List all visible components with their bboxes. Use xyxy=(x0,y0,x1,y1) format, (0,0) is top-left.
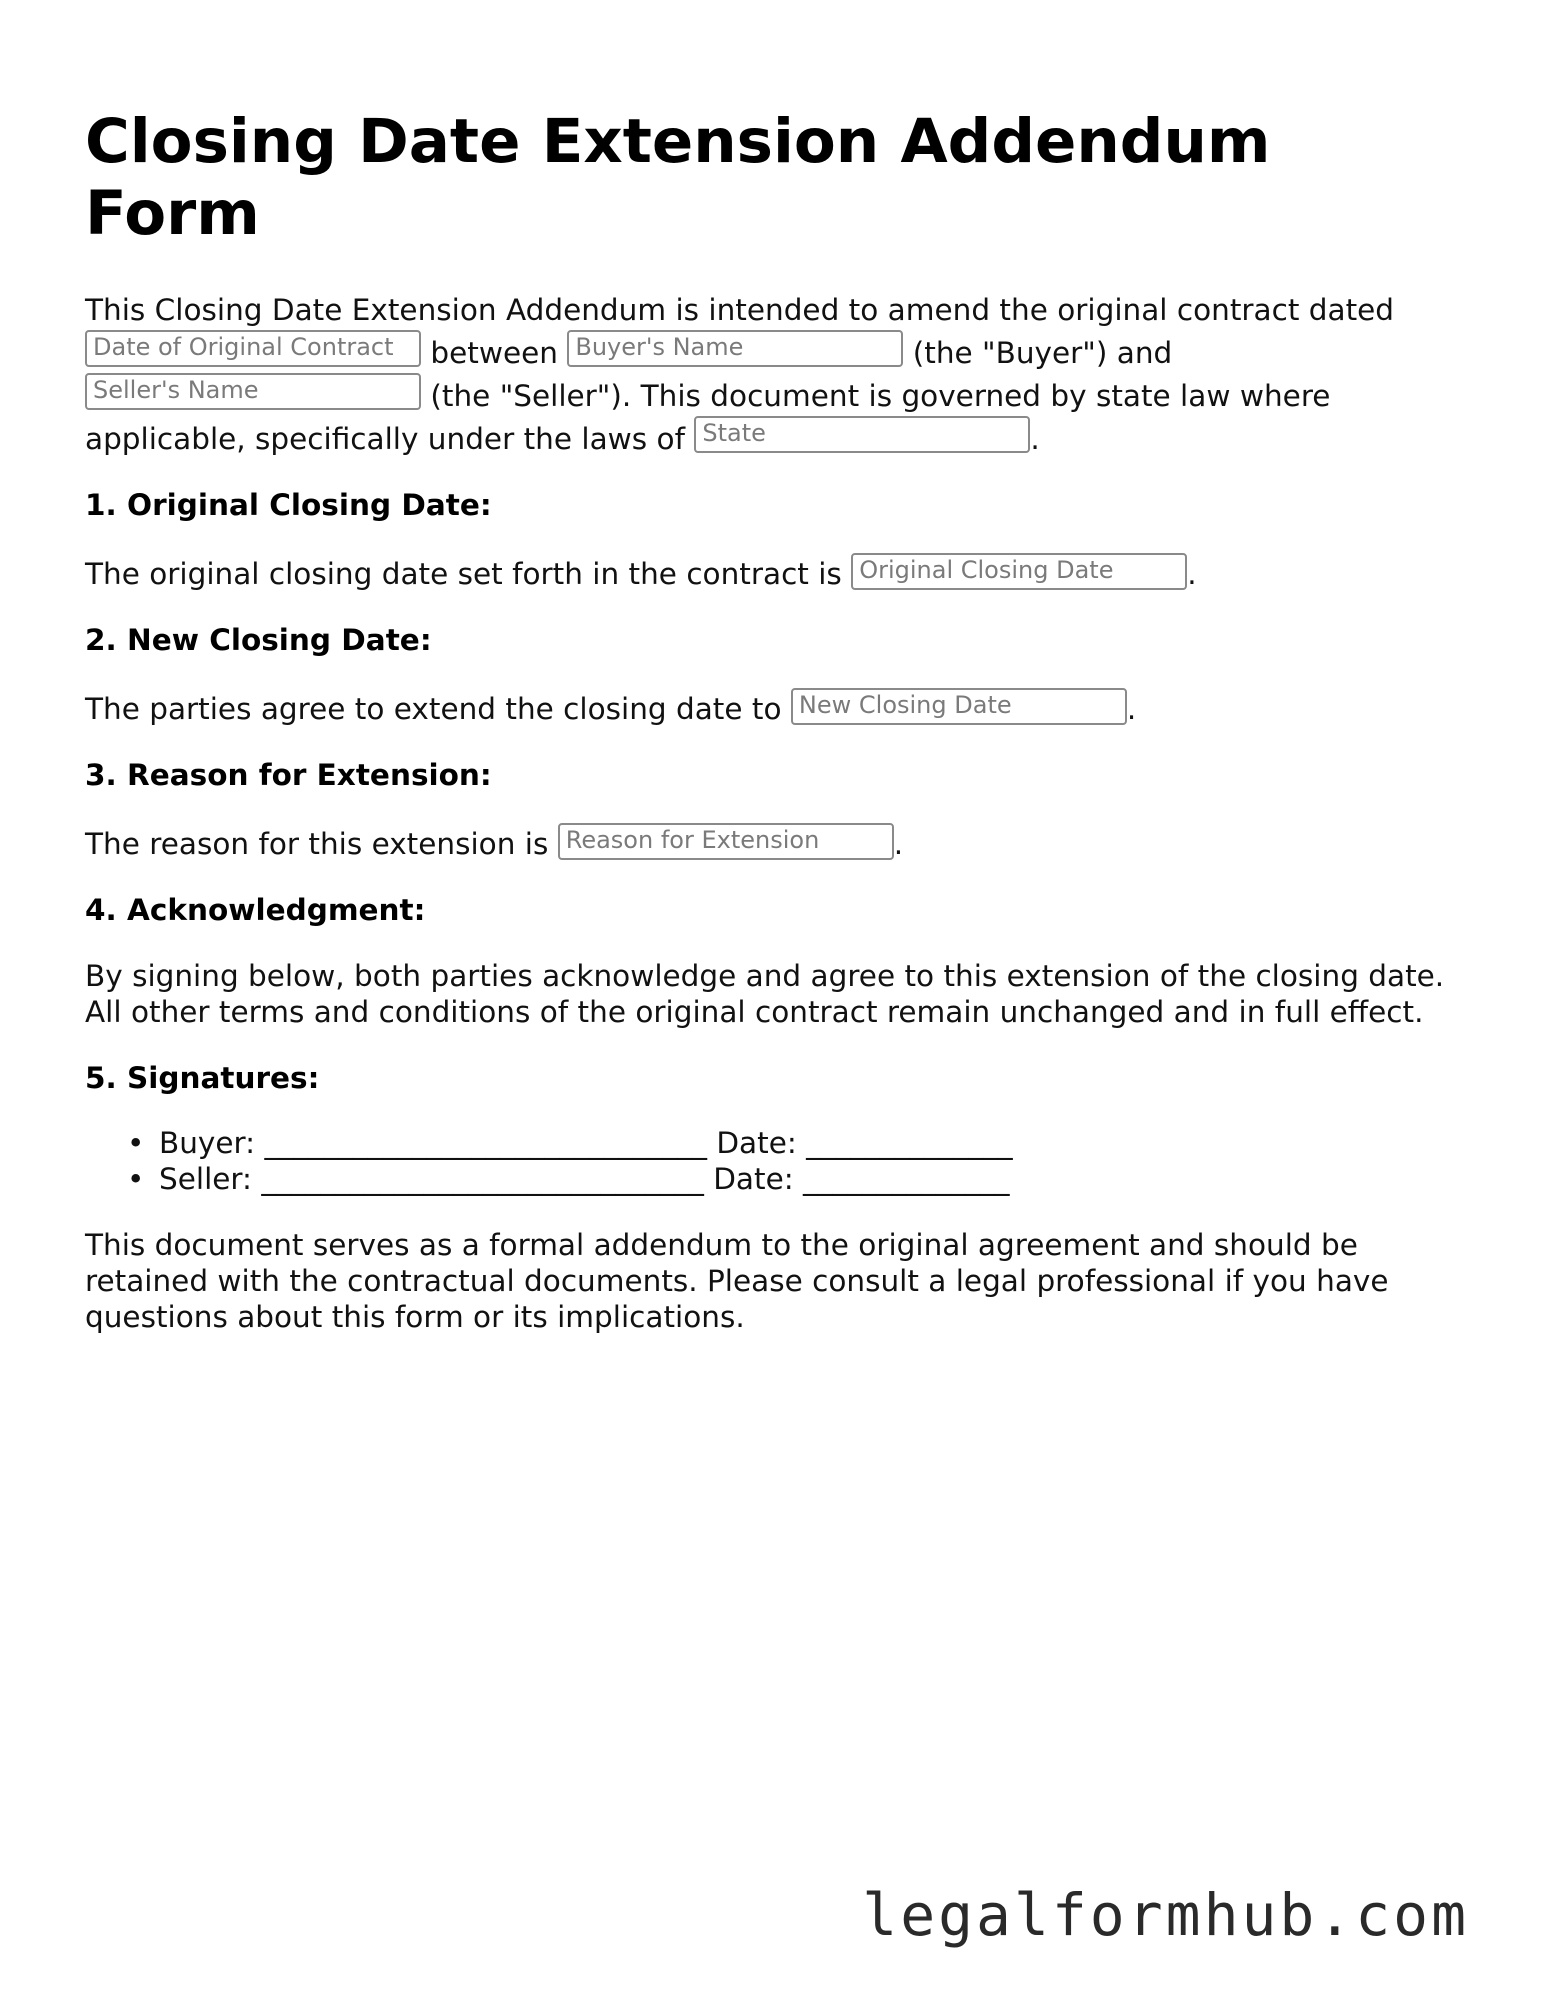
signature-list xyxy=(85,1125,1485,1197)
section-heading-acknowledgment: 4. Acknowledgment: xyxy=(85,893,426,927)
new-date-period: . xyxy=(1126,692,1137,726)
section-heading-new-date: 2. New Closing Date: xyxy=(85,623,432,657)
closing-paragraph: This document serves as a formal addendum to the original agreement and should be retained with the contractual documents. Please consult a legal professional if you have questions about this form or its implications. xyxy=(85,1228,1389,1334)
page-title: Closing Date Extension Addendum Form xyxy=(85,106,1271,249)
bullet-icon: • xyxy=(127,1162,145,1196)
buyer-signature-text: Buyer: ______________________________ Date: ______________ xyxy=(159,1126,1013,1160)
reason-paragraph xyxy=(85,823,1485,862)
reason-period: . xyxy=(893,827,904,861)
bullet-icon: • xyxy=(127,1126,145,1160)
original-date-period: . xyxy=(1187,557,1197,591)
buyer-name-input[interactable]: Buyer's Name xyxy=(567,330,903,367)
watermark-logo: legalformhub.com xyxy=(862,1881,1469,1949)
reason-input[interactable]: Reason for Extension xyxy=(558,823,894,860)
document-page xyxy=(85,106,1485,1335)
original-date-paragraph xyxy=(85,553,1485,592)
intro-text-1: This Closing Date Extension Addendum is intended to amend the original contract dated xyxy=(85,293,1395,327)
section-heading-original-date: 1. Original Closing Date: xyxy=(85,488,492,522)
section-heading-reason: 3. Reason for Extension: xyxy=(85,758,492,792)
seller-signature-line xyxy=(127,1161,1485,1197)
seller-signature-text: Seller: ______________________________ Date: ______________ xyxy=(159,1162,1010,1196)
new-closing-date-input[interactable]: New Closing Date xyxy=(791,688,1127,725)
intro-text-2: between xyxy=(430,336,558,370)
new-date-text: The parties agree to extend the closing date to xyxy=(85,692,782,726)
original-closing-date-input[interactable]: Original Closing Date xyxy=(851,553,1187,590)
acknowledgment-paragraph: By signing below, both parties acknowledge and agree to this extension of the closing date. All other terms and conditions of the original contract remain unchanged and in full effect. xyxy=(85,959,1445,1029)
section-heading-signatures: 5. Signatures: xyxy=(85,1061,320,1095)
seller-name-input[interactable]: Seller's Name xyxy=(85,373,421,410)
intro-text-3: (the "Buyer") and xyxy=(912,336,1173,370)
contract-date-input[interactable]: Date of Original Contract xyxy=(85,330,421,367)
intro-text-4: (the "Seller"). This document is governed by state law where applicable, specifically under the laws of xyxy=(85,379,1331,456)
new-date-paragraph xyxy=(85,688,1485,727)
intro-text-5: . xyxy=(1030,422,1040,456)
original-date-text: The original closing date set forth in the contract is xyxy=(85,557,842,591)
reason-text: The reason for this extension is xyxy=(85,827,549,861)
buyer-signature-line xyxy=(127,1125,1485,1161)
intro-paragraph xyxy=(85,292,1485,457)
state-input[interactable]: State xyxy=(694,416,1030,453)
